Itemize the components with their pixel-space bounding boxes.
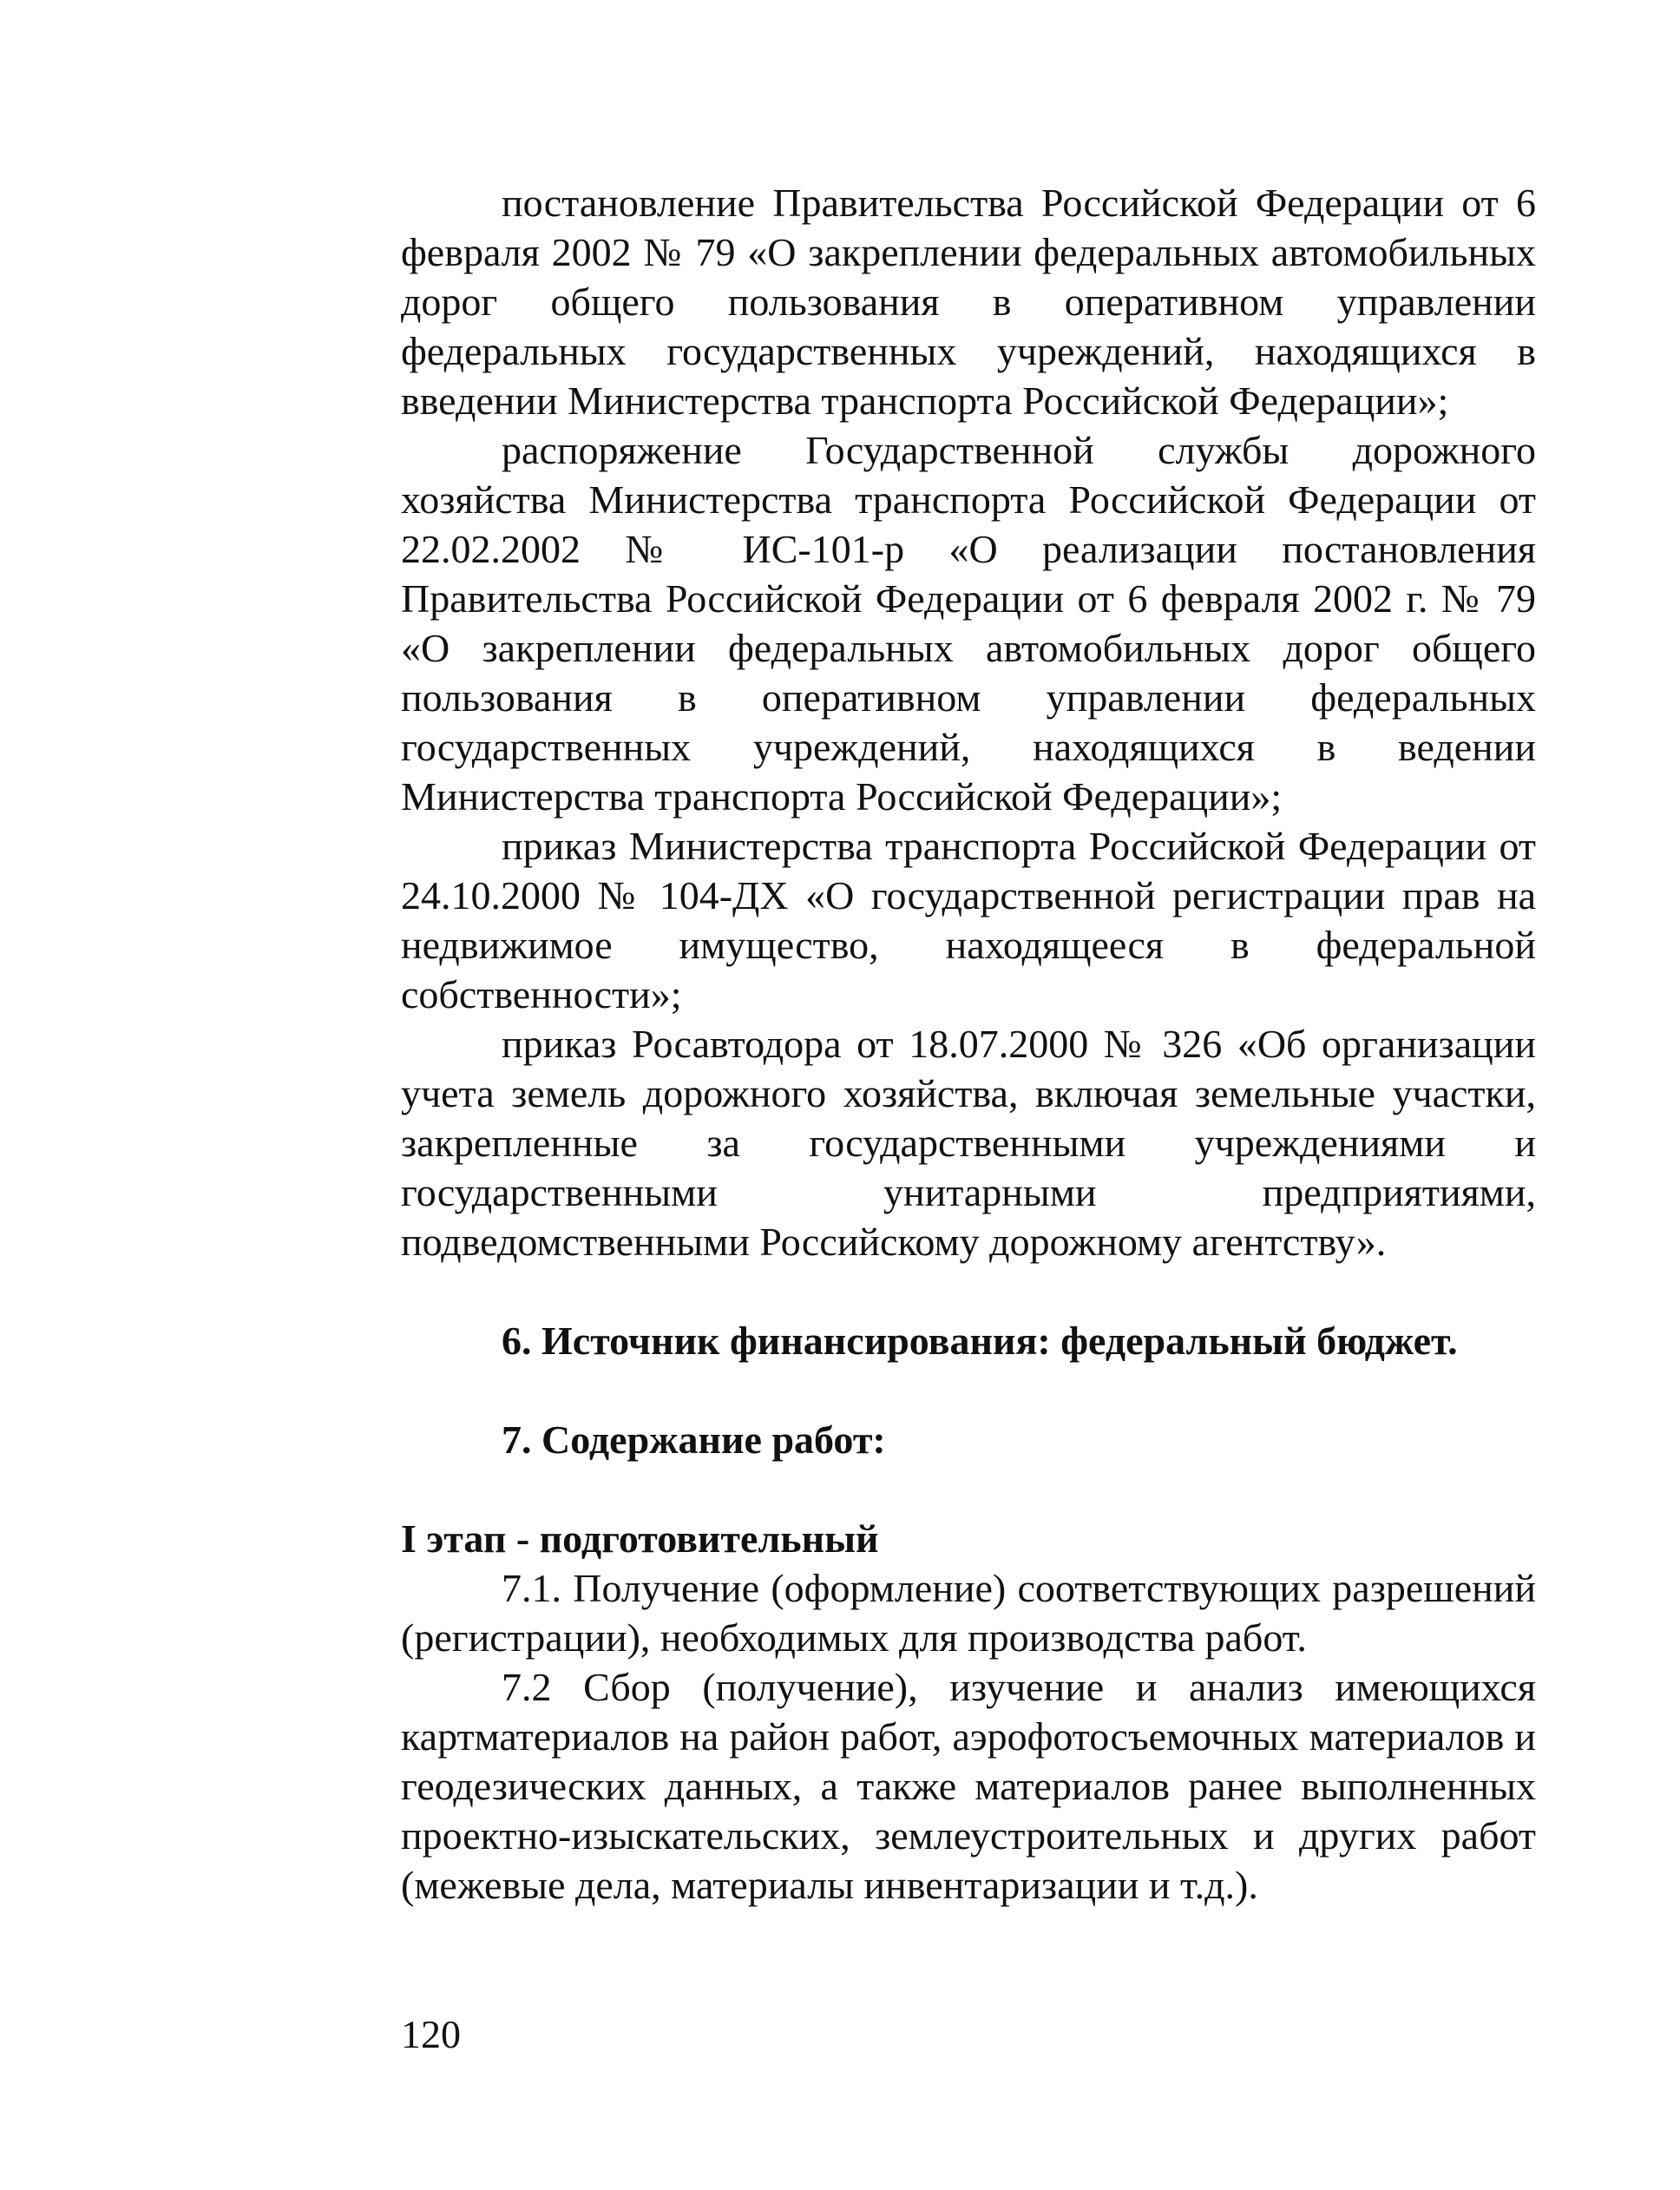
item-7-2: 7.2 Сбор (получение), изучение и анализ имеющихся картматериалов на район работ, аэрофотосъемочных материалов и геодезических данных, а также материалов ранее выполненных проектно-изыскательских, землеустроительных и других работ (межевые дела, материалы инвентаризации и т.д.). [401, 1665, 1536, 1907]
paragraph-order-104-dkh: приказ Министерства транспорта Российской Федерации от 24.10.2000 № 104-ДХ «О государственной регистрации прав на недвижимое имущество, находящееся в федеральной собственности»; [401, 824, 1536, 1016]
paragraph-order-is-101-r: распоряжение Государственной службы дорожного хозяйства Министерства транспорта Российской Федерации от 22.02.2002 № ИС-101-р «О реализации постановления Правительства Российской Федерации от 6 февраля 2002 г. № 79 «О закреплении федеральных автомобильных дорог общего пользования в оперативном управлении федеральных государственных учреждений, находящихся в ведении Министерства транспорта Российской Федерации»; [401, 428, 1536, 819]
section-funding-heading: 6. Источник финансирования: федеральный бюджет. [502, 1319, 1458, 1363]
page-number: 120 [401, 2012, 461, 2056]
section-content-heading: 7. Содержание работ: [502, 1417, 886, 1462]
paragraph-resolution-79: постановление Правительства Российской Федерации от 6 февраля 2002 № 79 «О закреплении федеральных автомобильных дорог общего пользования в оперативном управлении федеральных государственных учреждений, находящихся в введении Министерства транспорта Российской Федерации»; [401, 181, 1536, 423]
stage-title: I этап - подготовительный [401, 1516, 879, 1561]
paragraph-order-326: приказ Росавтодора от 18.07.2000 № 326 «Об организации учета земель дорожного хозяйства, включая земельные участки, закрепленные за государственными учреждениями и государственными унитарными предприятиями, подведомственными Российскому дорожному агентству». [401, 1022, 1536, 1264]
document-page [401, 178, 1536, 1910]
spacer [401, 1266, 1536, 1316]
spacer [401, 1464, 1536, 1514]
spacer [401, 1365, 1536, 1415]
item-7-1: 7.1. Получение (оформление) соответствующих разрешений (регистрации), необходимых для производства работ. [401, 1566, 1536, 1660]
